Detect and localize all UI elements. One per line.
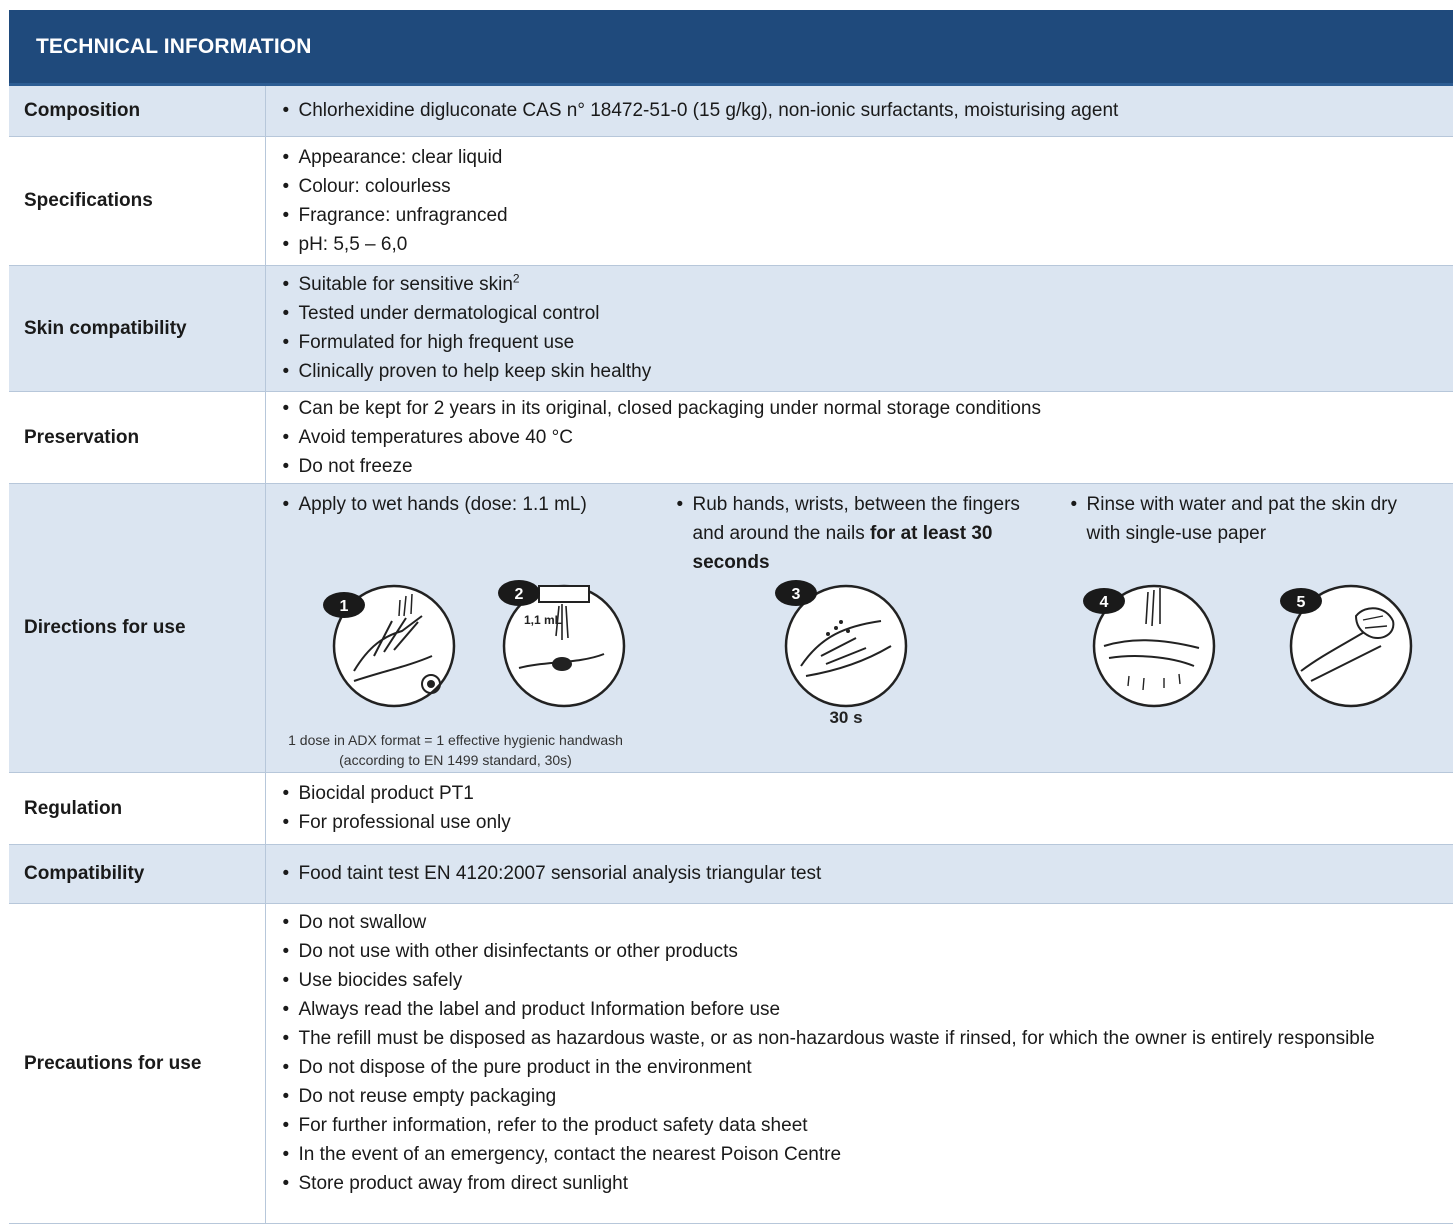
row-label: Directions for use	[9, 483, 265, 772]
bullet-list	[283, 270, 1434, 386]
list-item: • Do not dispose of the pure product in the environment	[283, 1053, 1434, 1082]
step-number-badge	[498, 580, 540, 606]
list-item: • Do not freeze	[283, 452, 1434, 481]
directions-panel	[266, 484, 1453, 772]
step-number: 1	[339, 597, 348, 615]
list-item: • For professional use only	[283, 808, 1434, 837]
list-item: • Store product away from direct sunlight	[283, 1169, 1434, 1198]
section-title: TECHNICAL INFORMATION	[36, 34, 312, 58]
dry-hands-pictogram	[1271, 576, 1431, 716]
technical-info-sheet	[9, 10, 1453, 1224]
row-specifications	[9, 136, 1453, 265]
list-item: • Do not reuse empty packaging	[283, 1082, 1434, 1111]
section-header	[9, 10, 1453, 86]
bullet-list	[283, 859, 1434, 888]
list-item: • Colour: colourless	[283, 172, 1434, 201]
list-item: • Can be kept for 2 years in its original, closed packaging under normal storage conditions	[283, 394, 1434, 423]
row-precautions	[9, 903, 1453, 1223]
row-directions	[9, 483, 1453, 772]
step-number: 5	[1296, 593, 1305, 611]
list-item	[283, 270, 1434, 299]
list-item: • Do not use with other disinfectants or other products	[283, 937, 1434, 966]
bullet-list	[283, 394, 1434, 481]
list-item: • Clinically proven to help keep skin healthy	[283, 357, 1434, 386]
row-label: Compatibility	[9, 844, 265, 903]
row-regulation	[9, 772, 1453, 844]
step-number: 4	[1099, 593, 1108, 611]
step-number-badge	[775, 580, 817, 606]
step-text-plain: Rub hands, wrists, between the fingers and around the nails	[692, 493, 1020, 544]
row-label: Regulation	[9, 772, 265, 844]
step-number-badge	[1280, 588, 1322, 614]
step-number-badge	[1083, 588, 1125, 614]
rinse-pictogram	[1074, 576, 1234, 716]
row-label: Skin compatibility	[9, 265, 265, 391]
list-item-text: Suitable for sensitive skin	[298, 274, 513, 295]
list-item: • Formulated for high frequent use	[283, 328, 1434, 357]
row-label: Specifications	[9, 136, 265, 265]
step-text-bold: for at least 30 seconds	[692, 522, 993, 573]
list-item: • For further information, refer to the product safety data sheet	[283, 1111, 1434, 1140]
step-text-apply: • Apply to wet hands (dose: 1.1 mL)	[283, 490, 649, 519]
rub-hands-pictogram	[766, 576, 926, 726]
step-number: 3	[791, 585, 800, 603]
row-label: Composition	[9, 86, 265, 136]
bullet-list	[283, 143, 1434, 259]
time-label: 30 s	[828, 707, 863, 726]
dose-caption: 1 dose in ADX format = 1 effective hygienic handwash (according to EN 1499 standard, 30s)	[288, 731, 623, 768]
list-item: • Avoid temperatures above 40 °C	[283, 423, 1434, 452]
dose-pictogram	[484, 576, 644, 716]
list-item: • Use biocides safely	[283, 966, 1434, 995]
list-item: • Chlorhexidine digluconate CAS n° 18472-51-0 (15 g/kg), non-ionic surfactants, moisturising agent	[283, 96, 1434, 125]
dose-label: 1,1 mL	[523, 612, 562, 627]
list-item: • Tested under dermatological control	[283, 299, 1434, 328]
row-composition	[9, 86, 1453, 136]
list-item: • Do not swallow	[283, 908, 1434, 937]
row-label: Precautions for use	[9, 903, 265, 1223]
step-number-badge	[323, 592, 365, 618]
bullet-list	[283, 96, 1434, 125]
list-item: • Fragrance: unfragranced	[283, 201, 1434, 230]
row-compatibility	[9, 844, 1453, 903]
technical-info-table	[9, 86, 1453, 1224]
wet-hands-pictogram	[314, 576, 474, 716]
list-item: • pH: 5,5 – 6,0	[283, 230, 1434, 259]
step-text-rinse: • Rinse with water and pat the skin dry with single-use paper	[1071, 490, 1427, 548]
step-number: 2	[514, 585, 523, 603]
row-preservation	[9, 391, 1453, 483]
list-item: • Biocidal product PT1	[283, 779, 1434, 808]
list-item: • Food taint test EN 4120:2007 sensorial analysis triangular test	[283, 859, 1434, 888]
step-text-rub	[677, 490, 1023, 577]
list-item: • Always read the label and product Information before use	[283, 995, 1434, 1024]
row-skin-compatibility	[9, 265, 1453, 391]
list-item: • Appearance: clear liquid	[283, 143, 1434, 172]
row-label: Preservation	[9, 391, 265, 483]
bullet-list	[283, 908, 1434, 1198]
footnote-marker: 2	[512, 271, 520, 286]
list-item: • The refill must be disposed as hazardous waste, or as non-hazardous waste if rinsed, for which the owner is entirely responsible	[283, 1024, 1434, 1053]
list-item: • In the event of an emergency, contact the nearest Poison Centre	[283, 1140, 1434, 1169]
bullet-list	[283, 779, 1434, 837]
